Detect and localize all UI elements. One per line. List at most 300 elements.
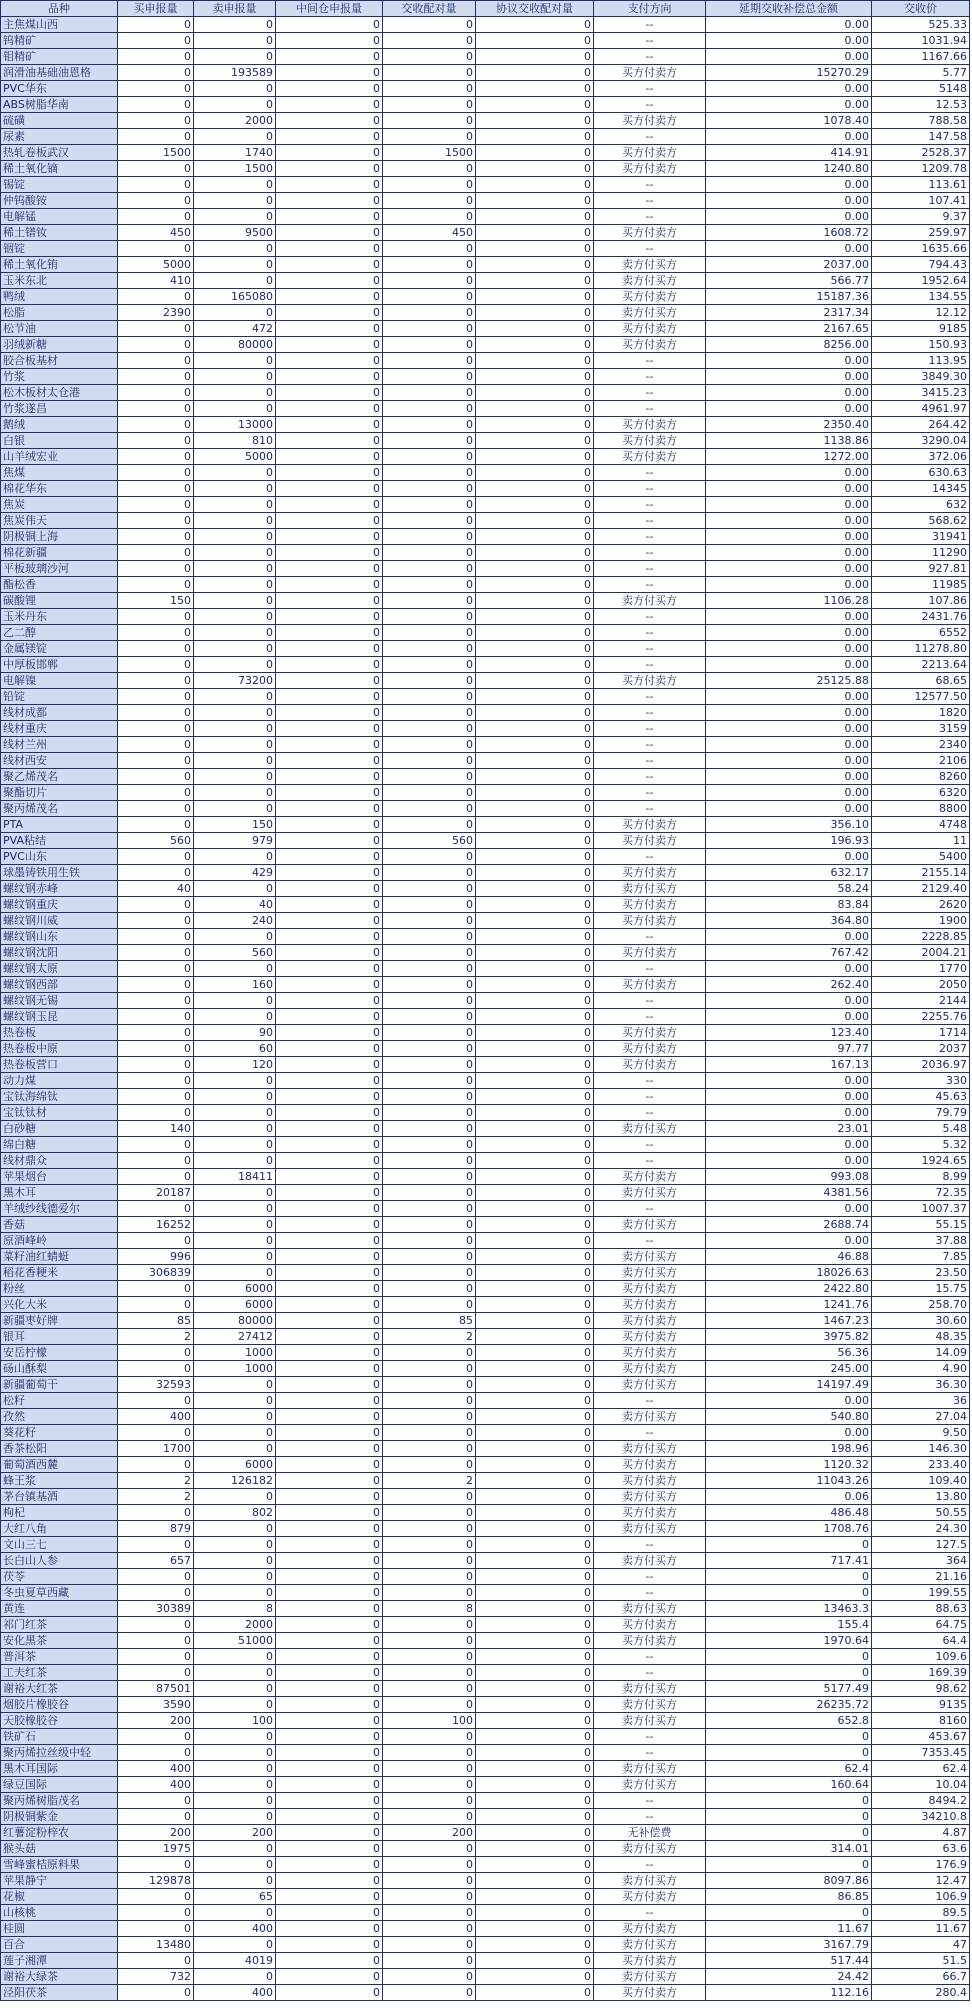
deferred-compensation-cell: 0 [706,1809,872,1825]
sell-declare-cell: 0 [194,753,276,769]
delivery-price-cell: 10.04 [872,1777,970,1793]
delivery-matched-cell: 0 [383,81,476,97]
sell-declare-cell: 0 [194,241,276,257]
payment-direction-cell: -- [594,1201,706,1217]
delivery-matched-cell: 0 [383,1105,476,1121]
delivery-price-cell: 64.4 [872,1633,970,1649]
delivery-matched-cell: 0 [383,161,476,177]
delivery-matched-cell: 0 [383,17,476,33]
sell-declare-cell: 8 [194,1601,276,1617]
mid-warehouse-declare-cell: 0 [276,769,383,785]
payment-direction-cell: -- [594,1729,706,1745]
agreement-matched-cell: 0 [476,1457,594,1473]
payment-direction-cell: -- [594,17,706,33]
deferred-compensation-cell: 356.10 [706,817,872,833]
delivery-price-cell: 23.50 [872,1265,970,1281]
deferred-compensation-cell: 0.00 [706,961,872,977]
delivery-price-cell: 1167.66 [872,49,970,65]
delivery-price-cell: 8260 [872,769,970,785]
mid-warehouse-declare-cell: 0 [276,913,383,929]
payment-direction-cell: -- [594,705,706,721]
mid-warehouse-declare-cell: 0 [276,369,383,385]
mid-warehouse-declare-cell: 0 [276,1953,383,1969]
sell-declare-cell: 0 [194,1217,276,1233]
variety-cell: 玉米东北 [1,273,118,289]
mid-warehouse-declare-cell: 0 [276,1921,383,1937]
table-row [1,865,970,881]
variety-cell: PVA粘结 [1,833,118,849]
delivery-price-cell: 5148 [872,81,970,97]
table-row [1,1905,970,1921]
deferred-compensation-cell: 0.00 [706,1393,872,1409]
variety-cell: 谢裕大绿茶 [1,1969,118,1985]
sell-declare-cell: 0 [194,769,276,785]
table-row [1,993,970,1009]
deferred-compensation-cell: 0.00 [706,1425,872,1441]
sell-declare-cell: 9500 [194,225,276,241]
deferred-compensation-cell: 13463.3 [706,1601,872,1617]
table-row [1,1553,970,1569]
delivery-matched-cell: 0 [383,1121,476,1137]
deferred-compensation-cell: 0.00 [706,1137,872,1153]
variety-cell: 焦炭 [1,497,118,513]
delivery-price-cell: 5.32 [872,1137,970,1153]
agreement-matched-cell: 0 [476,1153,594,1169]
delivery-matched-cell: 0 [383,1169,476,1185]
delivery-matched-cell: 0 [383,1617,476,1633]
sell-declare-cell: 13000 [194,417,276,433]
agreement-matched-cell: 0 [476,145,594,161]
table-row [1,177,970,193]
agreement-matched-cell: 0 [476,1697,594,1713]
sell-declare-cell: 0 [194,81,276,97]
table-row [1,1633,970,1649]
table-row [1,1089,970,1105]
sell-declare-cell: 0 [194,529,276,545]
delivery-price-cell: 4.87 [872,1825,970,1841]
sell-declare-cell: 4019 [194,1953,276,1969]
variety-cell: 热轧卷板武汉 [1,145,118,161]
variety-cell: 玉米丹东 [1,609,118,625]
table-row [1,1521,970,1537]
delivery-price-cell: 79.79 [872,1105,970,1121]
mid-warehouse-declare-cell: 0 [276,1329,383,1345]
buy-declare-cell: 30389 [118,1601,194,1617]
payment-direction-cell: -- [594,1233,706,1249]
agreement-matched-cell: 0 [476,1969,594,1985]
agreement-matched-cell: 0 [476,81,594,97]
delivery-price-cell: 2340 [872,737,970,753]
buy-declare-cell: 0 [118,849,194,865]
delivery-price-cell: 45.63 [872,1089,970,1105]
sell-declare-cell: 0 [194,97,276,113]
deferred-compensation-cell: 26235.72 [706,1697,872,1713]
sell-declare-cell: 0 [194,1905,276,1921]
sell-declare-cell: 0 [194,1089,276,1105]
variety-cell: 松籽 [1,1393,118,1409]
sell-declare-cell: 0 [194,961,276,977]
delivery-price-cell: 88.63 [872,1601,970,1617]
table-row [1,1345,970,1361]
table-row [1,1681,970,1697]
buy-declare-cell: 0 [118,1297,194,1313]
sell-declare-cell: 5000 [194,449,276,465]
agreement-matched-cell: 0 [476,641,594,657]
agreement-matched-cell: 0 [476,1601,594,1617]
deferred-compensation-cell: 0.00 [706,529,872,545]
deferred-compensation-cell: 0.00 [706,625,872,641]
sell-declare-cell: 0 [194,513,276,529]
payment-direction-cell: -- [594,209,706,225]
agreement-matched-cell: 0 [476,17,594,33]
buy-declare-cell: 0 [118,1857,194,1873]
delivery-matched-cell: 0 [383,1809,476,1825]
variety-cell: 线材重庆 [1,721,118,737]
variety-cell: 宝钛钛材 [1,1105,118,1121]
sell-declare-cell: 6000 [194,1297,276,1313]
agreement-matched-cell: 0 [476,1937,594,1953]
sell-declare-cell: 0 [194,1569,276,1585]
sell-declare-cell: 0 [194,561,276,577]
sell-declare-cell: 0 [194,929,276,945]
agreement-matched-cell: 0 [476,113,594,129]
delivery-price-cell: 1007.37 [872,1201,970,1217]
delivery-matched-cell: 0 [383,961,476,977]
deferred-compensation-cell: 1106.28 [706,593,872,609]
delivery-matched-cell: 100 [383,1713,476,1729]
mid-warehouse-declare-cell: 0 [276,17,383,33]
delivery-price-cell: 50.55 [872,1505,970,1521]
deferred-compensation-cell: 0.00 [706,17,872,33]
agreement-matched-cell: 0 [476,1265,594,1281]
buy-declare-cell: 400 [118,1761,194,1777]
variety-cell: 稻花香粳米 [1,1265,118,1281]
mid-warehouse-declare-cell: 0 [276,673,383,689]
column-header-deferred-compensation: 延期交收补偿总金额 [706,1,872,17]
mid-warehouse-declare-cell: 0 [276,1873,383,1889]
payment-direction-cell: 买方付卖方 [594,225,706,241]
payment-direction-cell: 买方付卖方 [594,65,706,81]
buy-declare-cell: 0 [118,897,194,913]
sell-declare-cell: 0 [194,1873,276,1889]
mid-warehouse-declare-cell: 0 [276,1617,383,1633]
agreement-matched-cell: 0 [476,273,594,289]
agreement-matched-cell: 0 [476,593,594,609]
buy-declare-cell: 140 [118,1121,194,1137]
payment-direction-cell: 买方付卖方 [594,1457,706,1473]
table-row [1,1393,970,1409]
delivery-price-cell: 1714 [872,1025,970,1041]
payment-direction-cell: 买方付卖方 [594,433,706,449]
delivery-matched-cell: 0 [383,1025,476,1041]
deferred-compensation-cell: 8097.86 [706,1873,872,1889]
agreement-matched-cell: 0 [476,1329,594,1345]
buy-declare-cell: 400 [118,1409,194,1425]
mid-warehouse-declare-cell: 0 [276,1009,383,1025]
buy-declare-cell: 0 [118,689,194,705]
table-body [1,17,970,2001]
payment-direction-cell: -- [594,657,706,673]
deferred-compensation-cell: 4381.56 [706,1185,872,1201]
mid-warehouse-declare-cell: 0 [276,465,383,481]
mid-warehouse-declare-cell: 0 [276,353,383,369]
sell-declare-cell: 0 [194,1121,276,1137]
delivery-matched-cell: 2 [383,1473,476,1489]
sell-declare-cell: 0 [194,785,276,801]
payment-direction-cell: 卖方付买方 [594,1713,706,1729]
agreement-matched-cell: 0 [476,1713,594,1729]
delivery-matched-cell: 1500 [383,145,476,161]
agreement-matched-cell: 0 [476,721,594,737]
buy-declare-cell: 0 [118,737,194,753]
agreement-matched-cell: 0 [476,1505,594,1521]
variety-cell: 螺纹钢玉昆 [1,1009,118,1025]
delivery-price-cell: 109.40 [872,1473,970,1489]
table-row [1,1425,970,1441]
delivery-matched-cell: 0 [383,1969,476,1985]
buy-declare-cell: 0 [118,1793,194,1809]
mid-warehouse-declare-cell: 0 [276,945,383,961]
agreement-matched-cell: 0 [476,257,594,273]
payment-direction-cell: 卖方付买方 [594,1409,706,1425]
delivery-price-cell: 5.77 [872,65,970,81]
deferred-compensation-cell: 0.00 [706,1009,872,1025]
buy-declare-cell: 0 [118,81,194,97]
agreement-matched-cell: 0 [476,1953,594,1969]
delivery-matched-cell: 8 [383,1601,476,1617]
mid-warehouse-declare-cell: 0 [276,833,383,849]
delivery-matched-cell: 0 [383,193,476,209]
sell-declare-cell: 0 [194,1153,276,1169]
deferred-compensation-cell: 0.00 [706,385,872,401]
sell-declare-cell: 0 [194,1969,276,1985]
agreement-matched-cell: 0 [476,1233,594,1249]
deferred-compensation-cell: 0.00 [706,193,872,209]
delivery-matched-cell: 0 [383,1377,476,1393]
deferred-compensation-cell: 0 [706,1857,872,1873]
delivery-price-cell: 11290 [872,545,970,561]
variety-cell: 新疆枣好牌 [1,1313,118,1329]
payment-direction-cell: 买方付卖方 [594,1297,706,1313]
delivery-matched-cell: 0 [383,1281,476,1297]
variety-cell: 钼精矿 [1,49,118,65]
delivery-price-cell: 280.4 [872,1985,970,2001]
buy-declare-cell: 0 [118,625,194,641]
agreement-matched-cell: 0 [476,769,594,785]
delivery-matched-cell: 0 [383,369,476,385]
variety-cell: 羊绒纱线德爱尔 [1,1201,118,1217]
delivery-price-cell: 8800 [872,801,970,817]
mid-warehouse-declare-cell: 0 [276,689,383,705]
mid-warehouse-declare-cell: 0 [276,1185,383,1201]
deferred-compensation-cell: 0.00 [706,657,872,673]
deferred-compensation-cell: 0.00 [706,465,872,481]
delivery-price-cell: 66.7 [872,1969,970,1985]
column-header-variety: 品种 [1,1,118,17]
delivery-price-cell: 630.63 [872,465,970,481]
buy-declare-cell: 0 [118,177,194,193]
agreement-matched-cell: 0 [476,1649,594,1665]
agreement-matched-cell: 0 [476,97,594,113]
deferred-compensation-cell: 14197.49 [706,1377,872,1393]
deferred-compensation-cell: 1970.64 [706,1633,872,1649]
delivery-matched-cell: 0 [383,737,476,753]
table-row [1,753,970,769]
table-row [1,1249,970,1265]
payment-direction-cell: 卖方付买方 [594,1873,706,1889]
table-row [1,641,970,657]
variety-cell: 钨精矿 [1,33,118,49]
deferred-compensation-cell: 0 [706,1793,872,1809]
agreement-matched-cell: 0 [476,1137,594,1153]
delivery-price-cell: 127.5 [872,1537,970,1553]
buy-declare-cell: 1500 [118,145,194,161]
sell-declare-cell: 400 [194,1985,276,2001]
payment-direction-cell: -- [594,1649,706,1665]
sell-declare-cell: 0 [194,369,276,385]
table-row [1,1121,970,1137]
deferred-compensation-cell: 0.00 [706,1153,872,1169]
deferred-compensation-cell: 0.00 [706,785,872,801]
payment-direction-cell: -- [594,513,706,529]
payment-direction-cell: -- [594,465,706,481]
delivery-price-cell: 3159 [872,721,970,737]
sell-declare-cell: 120 [194,1057,276,1073]
sell-declare-cell: 0 [194,273,276,289]
delivery-price-cell: 12577.50 [872,689,970,705]
delivery-price-cell: 7.85 [872,1249,970,1265]
payment-direction-cell: -- [594,993,706,1009]
sell-declare-cell: 0 [194,641,276,657]
deferred-compensation-cell: 196.93 [706,833,872,849]
table-row [1,17,970,33]
delivery-matched-cell: 0 [383,865,476,881]
buy-declare-cell: 2 [118,1489,194,1505]
table-row [1,65,970,81]
delivery-matched-cell: 0 [383,353,476,369]
agreement-matched-cell: 0 [476,1425,594,1441]
sell-declare-cell: 0 [194,577,276,593]
deferred-compensation-cell: 566.77 [706,273,872,289]
agreement-matched-cell: 0 [476,209,594,225]
delivery-matched-cell: 0 [383,1217,476,1233]
buy-declare-cell: 0 [118,817,194,833]
delivery-price-cell: 24.30 [872,1521,970,1537]
mid-warehouse-declare-cell: 0 [276,625,383,641]
table-row [1,1201,970,1217]
agreement-matched-cell: 0 [476,481,594,497]
sell-declare-cell: 6000 [194,1281,276,1297]
delivery-price-cell: 147.58 [872,129,970,145]
payment-direction-cell: -- [594,1089,706,1105]
mid-warehouse-declare-cell: 0 [276,609,383,625]
sell-declare-cell: 0 [194,129,276,145]
agreement-matched-cell: 0 [476,1313,594,1329]
delivery-matched-cell: 0 [383,241,476,257]
delivery-price-cell: 176.9 [872,1857,970,1873]
sell-declare-cell: 0 [194,193,276,209]
sell-declare-cell: 0 [194,305,276,321]
mid-warehouse-declare-cell: 0 [276,97,383,113]
deferred-compensation-cell: 3167.79 [706,1937,872,1953]
delivery-price-cell: 11.67 [872,1921,970,1937]
deferred-compensation-cell: 314.01 [706,1841,872,1857]
delivery-price-cell: 5.48 [872,1121,970,1137]
table-row [1,161,970,177]
buy-declare-cell: 0 [118,1041,194,1057]
agreement-matched-cell: 0 [476,401,594,417]
buy-declare-cell: 0 [118,1169,194,1185]
payment-direction-cell: 卖方付买方 [594,1601,706,1617]
delivery-matched-cell: 0 [383,1185,476,1201]
buy-declare-cell: 2 [118,1473,194,1489]
delivery-price-cell: 927.81 [872,561,970,577]
table-row [1,1185,970,1201]
deferred-compensation-cell: 0.00 [706,1233,872,1249]
agreement-matched-cell: 0 [476,1441,594,1457]
table-row [1,1137,970,1153]
payment-direction-cell: -- [594,1569,706,1585]
buy-declare-cell: 0 [118,337,194,353]
agreement-matched-cell: 0 [476,225,594,241]
variety-cell: 线材西安 [1,753,118,769]
deferred-compensation-cell: 2167.65 [706,321,872,337]
buy-declare-cell: 0 [118,385,194,401]
delivery-matched-cell: 0 [383,609,476,625]
agreement-matched-cell: 0 [476,977,594,993]
column-header-delivery-matched: 交收配对量 [383,1,476,17]
mid-warehouse-declare-cell: 0 [276,1409,383,1425]
table-row [1,1569,970,1585]
sell-declare-cell: 429 [194,865,276,881]
mid-warehouse-declare-cell: 0 [276,1553,383,1569]
sell-declare-cell: 80000 [194,337,276,353]
mid-warehouse-declare-cell: 0 [276,1905,383,1921]
deferred-compensation-cell: 123.40 [706,1025,872,1041]
mid-warehouse-declare-cell: 0 [276,865,383,881]
agreement-matched-cell: 0 [476,833,594,849]
delivery-matched-cell: 0 [383,305,476,321]
table-row [1,1329,970,1345]
variety-cell: 硫磺 [1,113,118,129]
sell-declare-cell: 0 [194,1585,276,1601]
agreement-matched-cell: 0 [476,305,594,321]
deferred-compensation-cell: 0 [706,1825,872,1841]
delivery-price-cell: 788.58 [872,113,970,129]
delivery-matched-cell: 560 [383,833,476,849]
mid-warehouse-declare-cell: 0 [276,1665,383,1681]
table-row [1,881,970,897]
table-row [1,1697,970,1713]
variety-cell: 尿素 [1,129,118,145]
delivery-price-cell: 9.50 [872,1425,970,1441]
delivery-matched-cell: 0 [383,1409,476,1425]
payment-direction-cell: 买方付卖方 [594,113,706,129]
buy-declare-cell: 0 [118,321,194,337]
table-row [1,225,970,241]
agreement-matched-cell: 0 [476,1009,594,1025]
agreement-matched-cell: 0 [476,1073,594,1089]
delivery-matched-cell: 0 [383,273,476,289]
payment-direction-cell: 卖方付买方 [594,1185,706,1201]
sell-declare-cell: 65 [194,1889,276,1905]
variety-cell: 松木板材太仓港 [1,385,118,401]
buy-declare-cell: 0 [118,129,194,145]
mid-warehouse-declare-cell: 0 [276,1777,383,1793]
agreement-matched-cell: 0 [476,177,594,193]
delivery-price-cell: 1209.78 [872,161,970,177]
deferred-compensation-cell: 0 [706,1905,872,1921]
